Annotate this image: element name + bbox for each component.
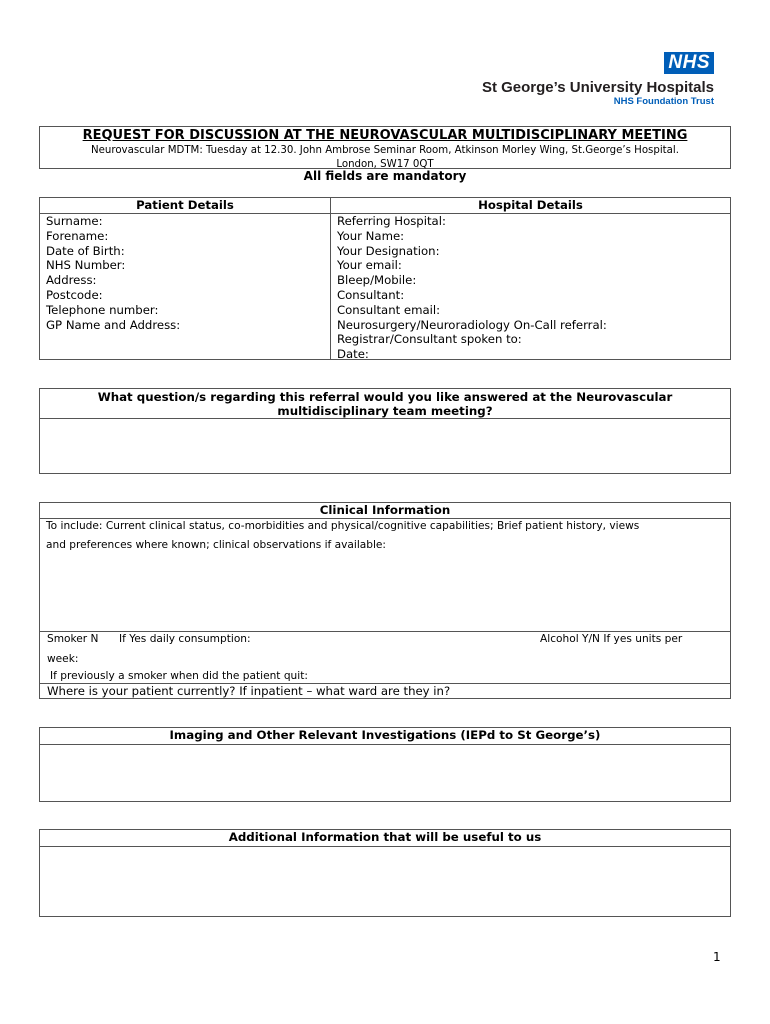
patient-location-label[interactable]: Where is your patient currently? If inpatient – what ward are they in? [47, 684, 451, 698]
imaging-heading: Imaging and Other Relevant Investigations (IEPd to St George’s) [40, 728, 730, 745]
patient-field-telephone[interactable]: Telephone number: [46, 302, 159, 317]
hospital-field-consultant-email[interactable]: Consultant email: [337, 302, 441, 317]
smoker-label[interactable]: Smoker N [47, 633, 99, 645]
patient-field-forename[interactable]: Forename: [46, 228, 109, 243]
hospital-details-heading: Hospital Details [331, 198, 730, 214]
patient-field-dob[interactable]: Date of Birth: [46, 243, 125, 258]
trust-logo [482, 52, 714, 108]
question-answer-area[interactable] [40, 419, 730, 473]
additional-heading: Additional Information that will be useful to us [40, 830, 730, 847]
patient-field-gp[interactable]: GP Name and Address: [46, 317, 181, 332]
smoker-consumption-label[interactable]: If Yes daily consumption: [119, 633, 251, 645]
question-heading-line2: multidisciplinary team meeting? [277, 404, 493, 418]
meeting-info-line1: Neurovascular MDTM: Tuesday at 12.30. John Ambrose Seminar Room, Atkinson Morley Wing, St.George’s Hospital. [91, 145, 679, 156]
smoker-quit-label[interactable]: If previously a smoker when did the patient quit: [50, 670, 308, 682]
form-title: REQUEST FOR DISCUSSION AT THE NEUROVASCULAR MULTIDISCIPLINARY MEETING [82, 128, 688, 143]
alcohol-week-label: week: [47, 653, 79, 665]
hospital-field-bleep[interactable]: Bleep/Mobile: [337, 273, 417, 288]
additional-section [39, 829, 731, 917]
imaging-section [39, 727, 731, 802]
mandatory-note: All fields are mandatory [303, 169, 467, 183]
imaging-answer-area[interactable] [40, 745, 730, 802]
patient-field-surname[interactable]: Surname: [46, 214, 103, 228]
patient-details-heading: Patient Details [40, 198, 330, 214]
question-heading-line1: What question/s regarding this referral would you like answered at the Neurovascular [97, 390, 673, 404]
hospital-field-oncall-referral[interactable]: Neurosurgery/Neuroradiology On-Call referral: [337, 317, 607, 332]
hospital-field-designation[interactable]: Your Designation: [337, 243, 440, 258]
hospital-field-date[interactable]: Date: [337, 347, 369, 362]
patient-field-nhs-number[interactable]: NHS Number: [46, 258, 126, 273]
patient-field-address[interactable]: Address: [46, 273, 97, 288]
page-number: 1 [713, 950, 721, 964]
question-section [39, 388, 731, 474]
patient-details-column [40, 198, 331, 359]
patient-field-postcode[interactable]: Postcode: [46, 287, 103, 302]
meeting-info-line2: London, SW17 0QT [336, 158, 434, 170]
hospital-field-consultant[interactable]: Consultant: [337, 287, 405, 302]
question-heading [40, 389, 730, 419]
hospital-field-spoken-to[interactable]: Registrar/Consultant spoken to: [337, 332, 522, 347]
clinical-divider [40, 631, 730, 632]
title-box [39, 126, 731, 169]
hospital-field-email[interactable]: Your email: [337, 258, 402, 273]
hospital-field-referring-hospital[interactable]: Referring Hospital: [337, 214, 446, 228]
trust-name: St George’s University Hospitals [481, 79, 714, 96]
hospital-details-column [331, 198, 730, 362]
clinical-heading: Clinical Information [40, 503, 730, 519]
hospital-field-your-name[interactable]: Your Name: [337, 228, 405, 243]
clinical-include-line1: To include: Current clinical status, co-morbidities and physical/cognitive capabilities; Brief patient history, views [46, 520, 640, 532]
additional-answer-area[interactable] [40, 847, 730, 917]
nhs-logo: NHS [664, 52, 714, 74]
alcohol-label[interactable]: Alcohol Y/N If yes units per [540, 633, 683, 645]
clinical-include-line2[interactable]: and preferences where known; clinical observations if available: [46, 539, 387, 551]
details-table [39, 197, 731, 360]
trust-subtitle: NHS Foundation Trust [613, 96, 714, 107]
clinical-section [39, 502, 731, 699]
